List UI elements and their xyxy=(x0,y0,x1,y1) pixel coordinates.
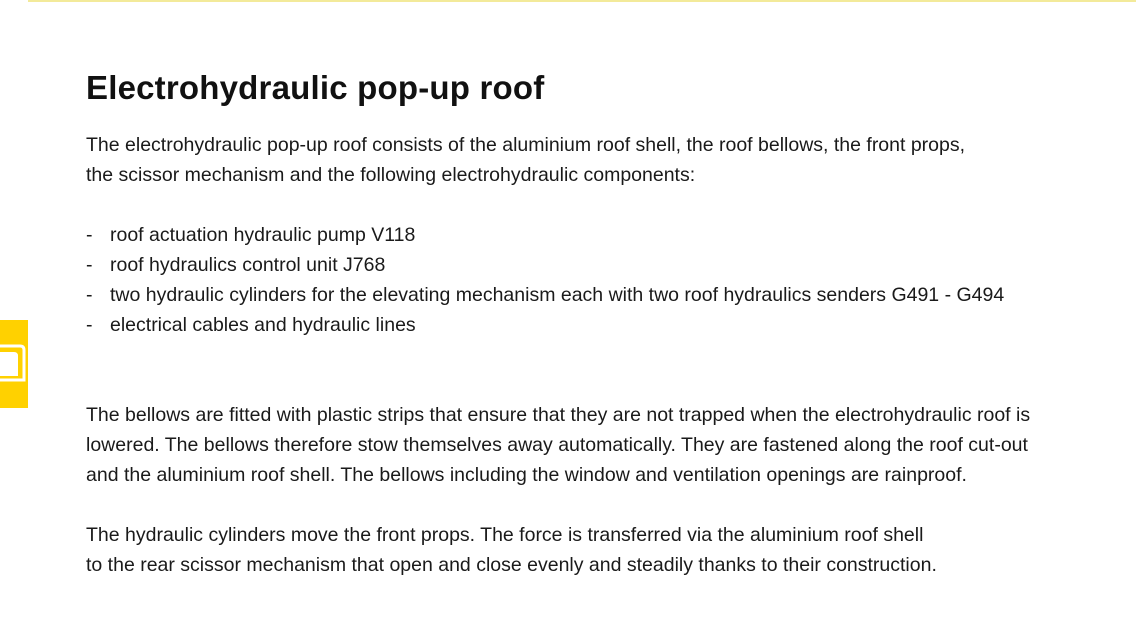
list-item xyxy=(86,250,1076,280)
top-rule xyxy=(28,0,1136,2)
cylinders-line: to the rear scissor mechanism that open and close evenly and steadily thanks to their construction. xyxy=(86,554,937,576)
intro-paragraph xyxy=(86,130,1076,190)
list-item xyxy=(86,310,1076,340)
document-body xyxy=(86,66,1076,580)
page-title: Electrohydraulic pop-up roof xyxy=(86,69,545,106)
list-dash: - xyxy=(86,254,93,276)
cylinders-line: The hydraulic cylinders move the front props. The force is transferred via the aluminium roof shell xyxy=(86,524,924,546)
intro-line: The electrohydraulic pop-up roof consists of the aluminium roof shell, the roof bellows, the front props, xyxy=(86,134,966,156)
bellows-line: The bellows are fitted with plastic strips that ensure that they are not trapped when the electrohydraulic roof is xyxy=(86,404,1031,426)
list-item-text: roof hydraulics control unit J768 xyxy=(110,254,386,276)
bellows-line: lowered. The bellows therefore stow themselves away automatically. They are fastened along the roof cut-out xyxy=(86,434,1028,456)
list-dash: - xyxy=(86,284,93,306)
list-dash: - xyxy=(86,224,93,246)
list-dash: - xyxy=(86,314,93,336)
list-item-text: electrical cables and hydraulic lines xyxy=(110,314,416,336)
book-icon xyxy=(0,340,28,388)
list-item xyxy=(86,280,1076,310)
list-item-text: two hydraulic cylinders for the elevating mechanism each with two roof hydraulics senders G491 - G494 xyxy=(110,284,1005,306)
bellows-paragraph xyxy=(86,400,1076,490)
list-item-text: roof actuation hydraulic pump V118 xyxy=(110,224,416,246)
side-tab[interactable] xyxy=(0,320,28,408)
components-list xyxy=(86,220,1076,340)
list-item xyxy=(86,220,1076,250)
bellows-line: and the aluminium roof shell. The bellows including the window and ventilation openings are rainproof. xyxy=(86,464,967,486)
cylinders-paragraph xyxy=(86,520,1076,580)
intro-line: the scissor mechanism and the following electrohydraulic components: xyxy=(86,164,696,186)
